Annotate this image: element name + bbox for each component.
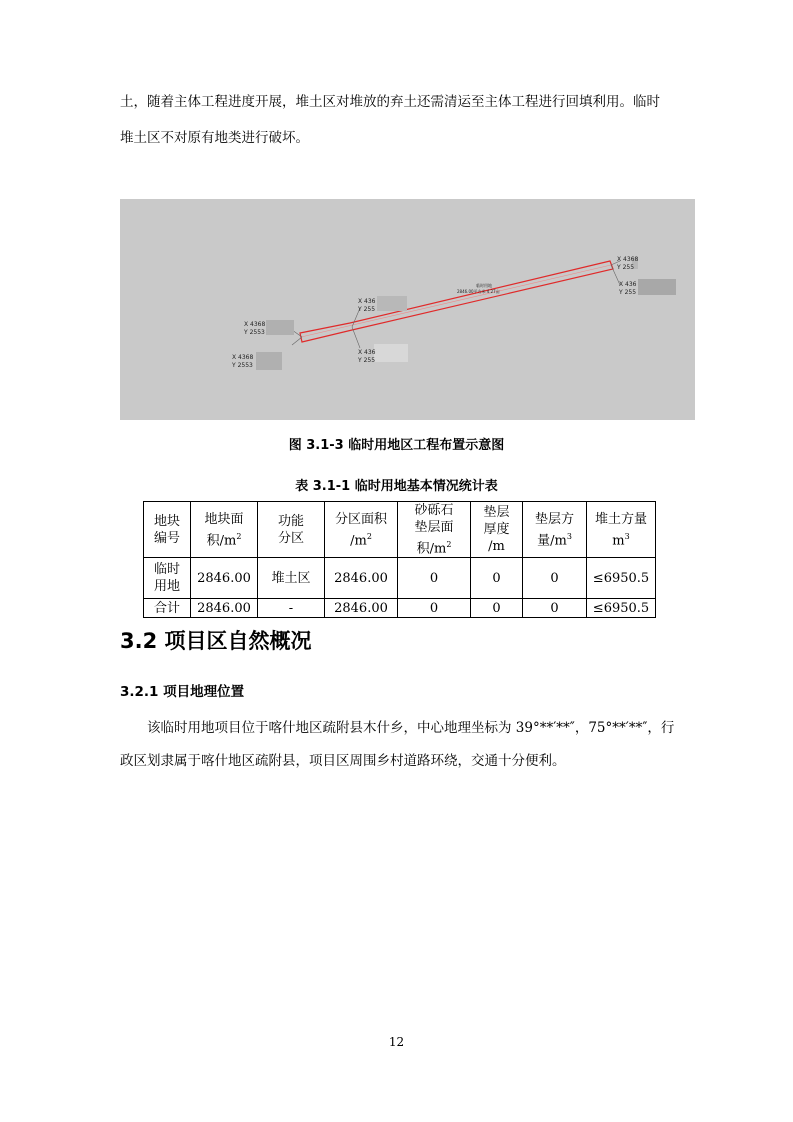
- header-soil-volume: 堆土方量 $m^3$: [587, 502, 656, 558]
- coord-y-1: Y 2553: [244, 329, 265, 336]
- layout-figure: [120, 199, 695, 420]
- layout-diagram: [120, 199, 695, 420]
- land-stats-table: [143, 501, 656, 618]
- coord-y-4: Y 255: [358, 357, 376, 364]
- center-label-bottom: 2846.00平方米 4.27亩: [457, 289, 500, 294]
- coord-y-5: Y 255: [617, 264, 635, 271]
- table-cell: 合计: [144, 599, 191, 618]
- coord-y-2: Y 2553: [232, 362, 253, 369]
- table-cell: 0: [523, 558, 587, 599]
- coord-x-2: X 4368: [232, 354, 254, 361]
- coord-y-6: Y 255: [619, 289, 637, 296]
- table-cell: 2846.00: [325, 558, 398, 599]
- temporary-land-strip: [300, 261, 613, 342]
- page-number: 12: [388, 1035, 405, 1049]
- intro-paragraph: [120, 90, 680, 162]
- header-function-zone: 功能 分区: [258, 502, 325, 558]
- table-cell: ≤6950.5: [587, 599, 656, 618]
- coord-x-3: X 436: [358, 298, 376, 305]
- section-heading: 3.2 项目区自然概况: [120, 629, 312, 653]
- table-cell: 堆土区: [258, 558, 325, 599]
- table-cell: 0: [471, 558, 523, 599]
- table-cell: 0: [398, 599, 471, 618]
- table-caption: 表 3.1-1 临时用地基本情况统计表: [295, 479, 498, 494]
- table-cell: 2846.00: [191, 558, 258, 599]
- coord-x-1: X 4368: [244, 321, 266, 328]
- table-row: [144, 558, 656, 599]
- table-cell: 0: [471, 599, 523, 618]
- table-cell: ≤6950.5: [587, 558, 656, 599]
- table-row: [144, 599, 656, 618]
- location-paragraph: 该临时用地项目位于喀什地区疏附县木什乡，中心地理坐标为 39°**′**″，75°**′**″，行政区划隶属于喀什地区疏附县，项目区周围乡村道路环绕，交通十分便利。: [120, 720, 675, 769]
- coord-x-5: X 4368: [617, 256, 639, 263]
- table-cell: 临时 用地: [144, 558, 191, 599]
- header-layer-volume: 垫层方 量$/m^3$: [523, 502, 587, 558]
- table-cell: 0: [523, 599, 587, 618]
- center-label-top: 临时用地: [476, 283, 492, 288]
- intro-line-2: 堆土区不对原有地类进行破坏。: [120, 130, 309, 146]
- intro-line-1: 土，随着主体工程进度开展，堆土区对堆放的弃土还需清运至主体工程进行回填利用。临时: [120, 94, 660, 110]
- coord-x-4: X 436: [358, 349, 376, 356]
- figure-caption: 图 3.1-3 临时用地区工程布置示意图: [288, 438, 505, 453]
- header-gravel-area: 砂砾石 垫层面 积$/m^2$: [398, 502, 471, 558]
- header-layer-thickness: 垫层 厚度 /m: [471, 502, 523, 558]
- table-cell: 2846.00: [191, 599, 258, 618]
- subsection-heading: 3.2.1 项目地理位置: [120, 684, 245, 700]
- table-cell: 0: [398, 558, 471, 599]
- coord-y-3: Y 255: [358, 306, 376, 313]
- header-zone-area: 分区面积 $/m^2$: [325, 502, 398, 558]
- table-header-row: [144, 502, 656, 558]
- coord-x-6: X 436: [619, 281, 637, 288]
- table-cell: -: [258, 599, 325, 618]
- header-plot-id: 地块 编号: [144, 502, 191, 558]
- header-plot-area: 地块面 积$/m^2$: [191, 502, 258, 558]
- table-cell: 2846.00: [325, 599, 398, 618]
